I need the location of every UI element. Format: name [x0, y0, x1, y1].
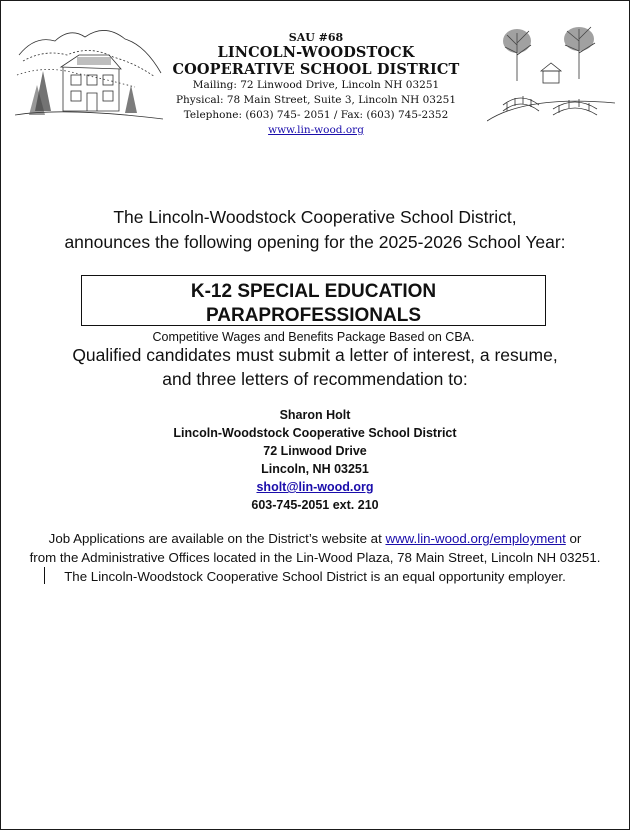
contact-organization: Lincoln-Woodstock Cooperative School District — [173, 426, 457, 440]
intro-line-2: announces the following opening for the 2025-2026 School Year: — [64, 232, 566, 252]
job-title-box — [81, 275, 546, 344]
intro-line-1: The Lincoln-Woodstock Cooperative School District, — [113, 207, 517, 227]
district-name-line1: LINCOLN-WOODSTOCK — [217, 44, 415, 61]
mountain-barn-illustration — [15, 15, 163, 125]
sau-number: SAU #68 — [288, 31, 344, 44]
footer-line-3: The Lincoln-Woodstock Cooperative School District is an equal opportunity employer. — [64, 569, 566, 584]
contact-name: Sharon Holt — [279, 408, 351, 422]
announcement-intro — [21, 205, 609, 255]
website-link[interactable]: www.lin-wood.org — [268, 124, 364, 136]
footer-line-1 — [1, 529, 629, 548]
contact-phone: 603-745-2051 ext. 210 — [251, 498, 379, 512]
letterhead — [1, 1, 629, 146]
mailing-address: Mailing: 72 Linwood Drive, Lincoln NH 03251 — [192, 79, 440, 91]
qualifications — [21, 343, 609, 391]
physical-address: Physical: 78 Main Street, Suite 3, Lincoln NH 03251 — [175, 94, 457, 106]
job-title: K-12 SPECIAL EDUCATION PARAPROFESSIONALS — [190, 281, 437, 326]
employment-link[interactable]: www.lin-wood.org/employment — [385, 531, 566, 546]
letterhead-text — [161, 31, 471, 138]
footer-line-1-text: Job Applications are available on the District’s website at — [48, 531, 386, 546]
footer-text — [1, 529, 629, 586]
qualifications-line-2: and three letters of recommendation to: — [162, 369, 468, 389]
footer-line-2: from the Administrative Offices located in the Lin-Wood Plaza, 78 Main Street, Lincoln NH 03251. — [29, 550, 601, 565]
contact-email-link[interactable]: sholt@lin-wood.org — [256, 480, 374, 494]
contact-city: Lincoln, NH 03251 — [261, 462, 369, 476]
contact-block — [115, 406, 515, 514]
job-subtitle: Competitive Wages and Benefits Package Based on CBA. — [152, 330, 475, 344]
qualifications-line-1: Qualified candidates must submit a letter of interest, a resume, — [72, 345, 558, 365]
footer-line-1-end: or — [565, 531, 582, 546]
district-name-line2: COOPERATIVE SCHOOL DISTRICT — [172, 61, 460, 78]
telephone-fax: Telephone: (603) 745- 2051 / Fax: (603) 745-2352 — [183, 109, 449, 121]
contact-street: 72 Linwood Drive — [263, 444, 367, 458]
gazebo-bridge-illustration — [487, 25, 615, 125]
text-cursor — [44, 567, 45, 584]
